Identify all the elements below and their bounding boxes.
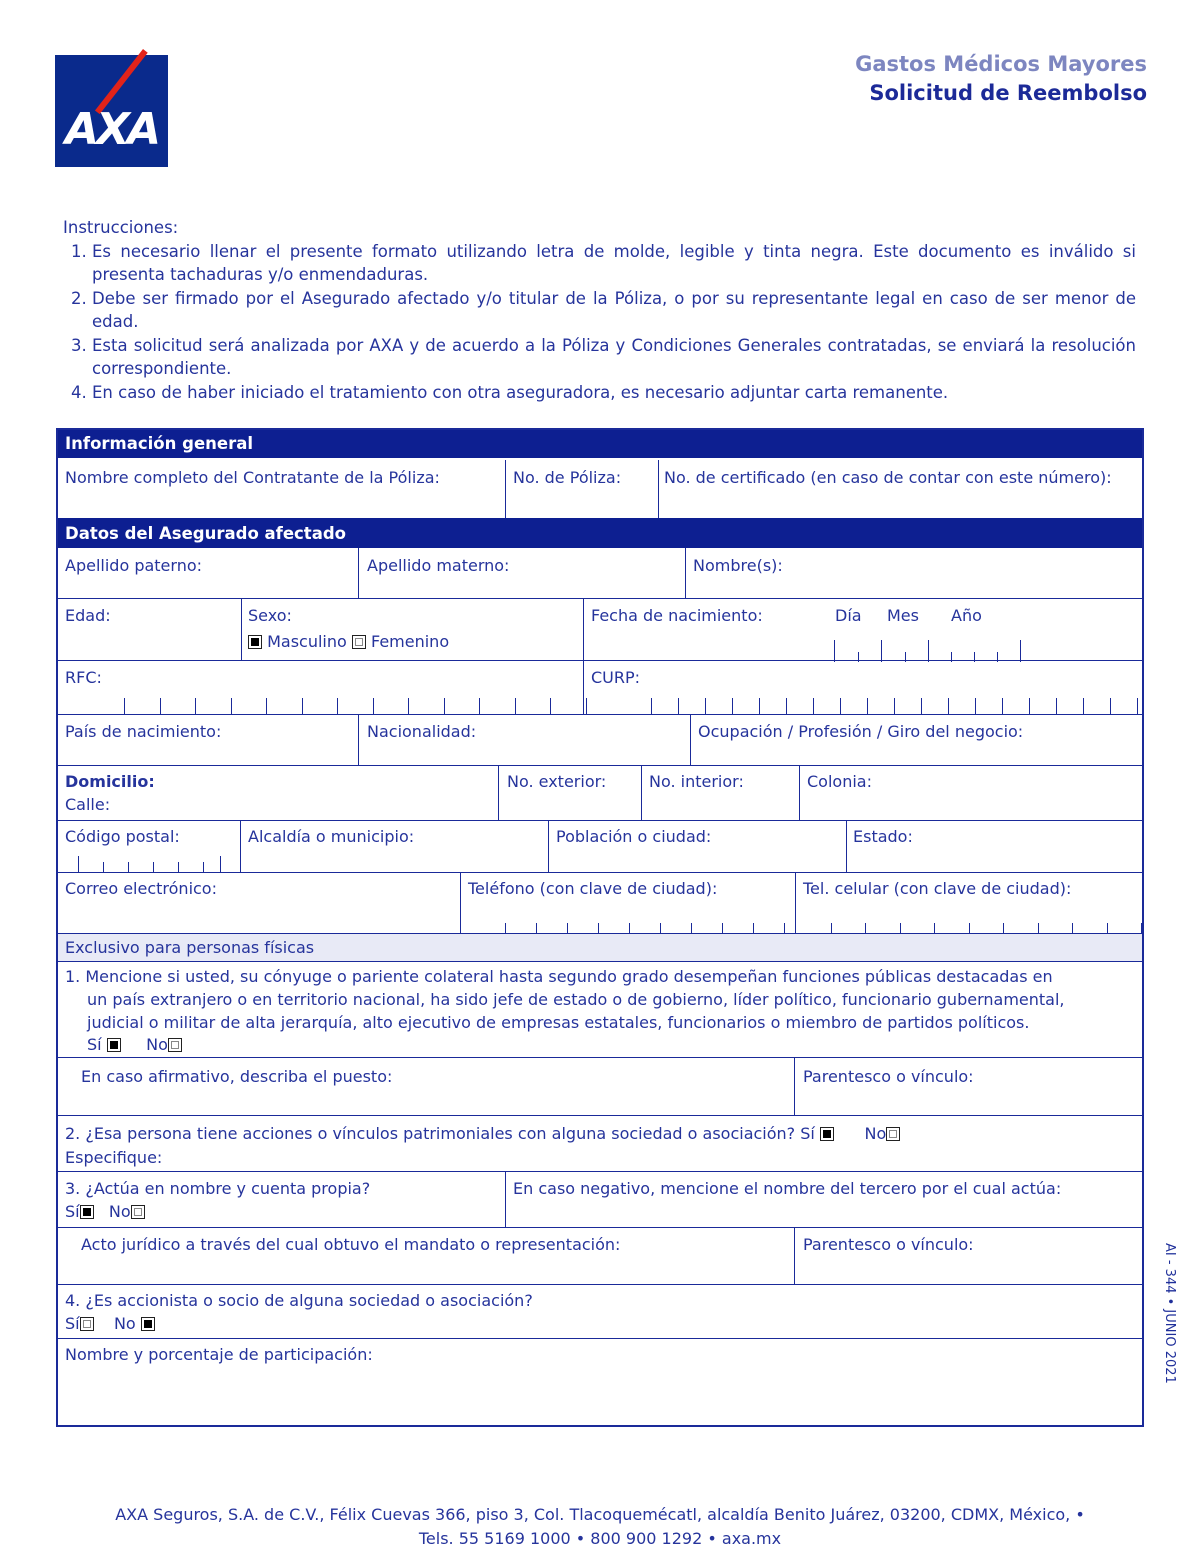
divider (794, 1227, 795, 1284)
reimbursement-form (56, 428, 1144, 1427)
q1-si-checkbox[interactable] (107, 1038, 121, 1052)
divider (505, 460, 506, 518)
row-divider (58, 660, 1142, 661)
divider (583, 598, 584, 660)
row-divider (58, 872, 1142, 873)
row-divider (58, 714, 1142, 715)
ocupacion-field[interactable]: Ocupación / Profesión / Giro del negocio: (698, 722, 1024, 741)
pais-nacimiento-field[interactable]: País de nacimiento: (65, 722, 222, 741)
edad-field[interactable]: Edad: (65, 606, 111, 625)
no-label: No (113, 1314, 136, 1333)
rfc-label: RFC: (65, 668, 102, 687)
no-label: No (864, 1124, 887, 1143)
q2-no-checkbox[interactable] (886, 1127, 900, 1141)
exclusivo-label: Exclusivo para personas físicas (65, 938, 315, 957)
question-1-line2: un país extranjero o en territorio nacional, ha sido jefe de estado o de gobierno, líder político, funcionario gubernamental, (87, 990, 1065, 1009)
calle-field[interactable]: Calle: (65, 795, 111, 814)
form-code-text: AI - 344 • JUNIO 2021 (1162, 1243, 1177, 1384)
divider (799, 765, 800, 820)
divider (358, 714, 359, 765)
row-divider (58, 961, 1142, 962)
instruction-item: 4. En caso de haber iniciado el tratamiento con otra aseguradora, es necesario adjuntar carta remanente. (92, 381, 1136, 405)
divider (690, 714, 691, 765)
nacionalidad-field[interactable]: Nacionalidad: (367, 722, 477, 741)
question-1-line3: judicial o militar de alta jerarquía, alto ejecutivo de empresas estatales, funcionarios o miembro de partidos políticos. (87, 1013, 1030, 1032)
telefono-label: Teléfono (con clave de ciudad): (468, 879, 718, 898)
alcaldia-field[interactable]: Alcaldía o municipio: (248, 827, 415, 846)
row-divider (58, 598, 1142, 599)
row-divider (58, 1284, 1142, 1285)
divider (641, 765, 642, 820)
tercero-field[interactable]: En caso negativo, mencione el nombre del tercero por el cual actúa: (513, 1179, 1062, 1198)
puesto-field[interactable]: En caso afirmativo, describa el puesto: (81, 1067, 393, 1086)
celular-label: Tel. celular (con clave de ciudad): (803, 879, 1072, 898)
poblacion-field[interactable]: Población o ciudad: (556, 827, 712, 846)
masculino-checkbox[interactable] (248, 635, 262, 649)
row-divider (58, 1171, 1142, 1172)
question-4-answer (65, 1314, 155, 1333)
q3-si-checkbox[interactable] (80, 1205, 94, 1219)
instruction-item: 1. Es necesario llenar el presente formato utilizando letra de molde, legible y tinta negra. Este documento es inválido si presenta tachaduras y/o enmendaduras. (92, 240, 1136, 287)
form-title: Solicitud de Reembolso (869, 81, 1147, 105)
anio-label: Año (951, 606, 982, 625)
colonia-field[interactable]: Colonia: (807, 772, 872, 791)
question-3-answer (65, 1202, 145, 1221)
q4-no-checkbox[interactable] (141, 1317, 155, 1331)
question-2-text: 2. ¿Esa persona tiene acciones o vínculos patrimoniales con alguna sociedad o asociación? Sí (65, 1124, 815, 1143)
footer-contact: Tels. 55 5169 1000 • 800 900 1292 • axa.mx (418, 1529, 782, 1548)
product-title: Gastos Médicos Mayores (855, 52, 1147, 76)
divider (658, 460, 659, 518)
row-divider (58, 1338, 1142, 1339)
footer (0, 1503, 1200, 1551)
instruction-item: 3. Esta solicitud será analizada por AXA y de acuerdo a la Póliza y Condiciones Generales contratadas, se enviará la resolución correspondiente. (92, 334, 1136, 381)
no-exterior-field[interactable]: No. exterior: (507, 772, 607, 791)
instructions (63, 216, 1136, 404)
domicilio-label: Domicilio: (65, 772, 155, 791)
especifique-field[interactable]: Especifique: (65, 1148, 163, 1167)
femenino-label: Femenino (370, 632, 450, 651)
parentesco-field-2[interactable]: Parentesco o vínculo: (803, 1235, 974, 1254)
divider (498, 765, 499, 820)
instructions-list (63, 240, 1136, 405)
divider (583, 660, 584, 714)
q1-no-checkbox[interactable] (168, 1038, 182, 1052)
porcentaje-field[interactable]: Nombre y porcentaje de participación: (65, 1345, 373, 1364)
femenino-checkbox[interactable] (352, 635, 366, 649)
divider (460, 872, 461, 933)
divider (795, 872, 796, 933)
no-label: No (108, 1202, 131, 1221)
si-label: Sí (65, 1314, 80, 1333)
row-divider (58, 1115, 1142, 1116)
footer-address: AXA Seguros, S.A. de C.V., Félix Cuevas 366, piso 3, Col. Tlacoquemécatl, alcaldía Benito Juárez, 03200, CDMX, México, • (115, 1505, 1085, 1524)
si-label: Sí (65, 1202, 80, 1221)
dia-label: Día (835, 606, 862, 625)
divider (240, 820, 241, 872)
row-divider (58, 1227, 1142, 1228)
logo-text: AXA (64, 104, 159, 155)
divider (846, 820, 847, 872)
sexo-label: Sexo: (248, 606, 292, 625)
divider (505, 1171, 506, 1227)
divider (241, 598, 242, 660)
mes-label: Mes (887, 606, 919, 625)
row-divider (58, 1057, 1142, 1058)
q3-no-checkbox[interactable] (131, 1205, 145, 1219)
q2-si-checkbox[interactable] (820, 1127, 834, 1141)
instruction-item: 2. Debe ser firmado por el Asegurado afectado y/o titular de la Póliza, o por su representante legal en caso de ser menor de edad. (92, 287, 1136, 334)
axa-logo (55, 55, 168, 167)
divider (548, 820, 549, 872)
acto-juridico-field[interactable]: Acto jurídico a través del cual obtuvo el mandato o representación: (81, 1235, 621, 1254)
fecha-nacimiento-label: Fecha de nacimiento: (591, 606, 763, 625)
form-code (1160, 1243, 1180, 1403)
row-divider (58, 820, 1142, 821)
no-label: No (146, 1035, 168, 1054)
certificado-field[interactable]: No. de certificado (en caso de contar con este número): (664, 468, 1112, 487)
parentesco-field[interactable]: Parentesco o vínculo: (803, 1067, 974, 1086)
estado-field[interactable]: Estado: (853, 827, 913, 846)
divider (794, 1057, 795, 1115)
masculino-label: Masculino (267, 632, 347, 651)
section-header-asegurado: Datos del Asegurado afectado (58, 518, 1142, 548)
apellido-materno-field[interactable]: Apellido materno: (367, 556, 510, 575)
question-4-text: 4. ¿Es accionista o socio de alguna sociedad o asociación? (65, 1291, 533, 1310)
codigo-postal-label: Código postal: (65, 827, 180, 846)
poliza-field[interactable]: No. de Póliza: (513, 468, 622, 487)
contratante-field[interactable]: Nombre completo del Contratante de la Póliza: (65, 468, 440, 487)
apellido-paterno-field[interactable]: Apellido paterno: (65, 556, 203, 575)
sexo-options (248, 632, 449, 651)
question-1-line1: 1. Mencione si usted, su cónyuge o pariente colateral hasta segundo grado desempeñan funciones públicas destacadas en (65, 967, 1053, 986)
correo-field[interactable]: Correo electrónico: (65, 879, 217, 898)
q4-si-checkbox[interactable] (80, 1317, 94, 1331)
nombres-field[interactable]: Nombre(s): (693, 556, 783, 575)
si-label: Sí (87, 1035, 102, 1054)
instructions-heading: Instrucciones: (63, 218, 179, 237)
curp-label: CURP: (591, 668, 641, 687)
question-1-answer (87, 1035, 182, 1054)
section-header-general: Información general (58, 430, 1142, 458)
question-2 (65, 1124, 900, 1143)
question-3-text: 3. ¿Actúa en nombre y cuenta propia? (65, 1179, 371, 1198)
divider (358, 548, 359, 598)
row-divider (58, 765, 1142, 766)
no-interior-field[interactable]: No. interior: (649, 772, 744, 791)
divider (685, 548, 686, 598)
